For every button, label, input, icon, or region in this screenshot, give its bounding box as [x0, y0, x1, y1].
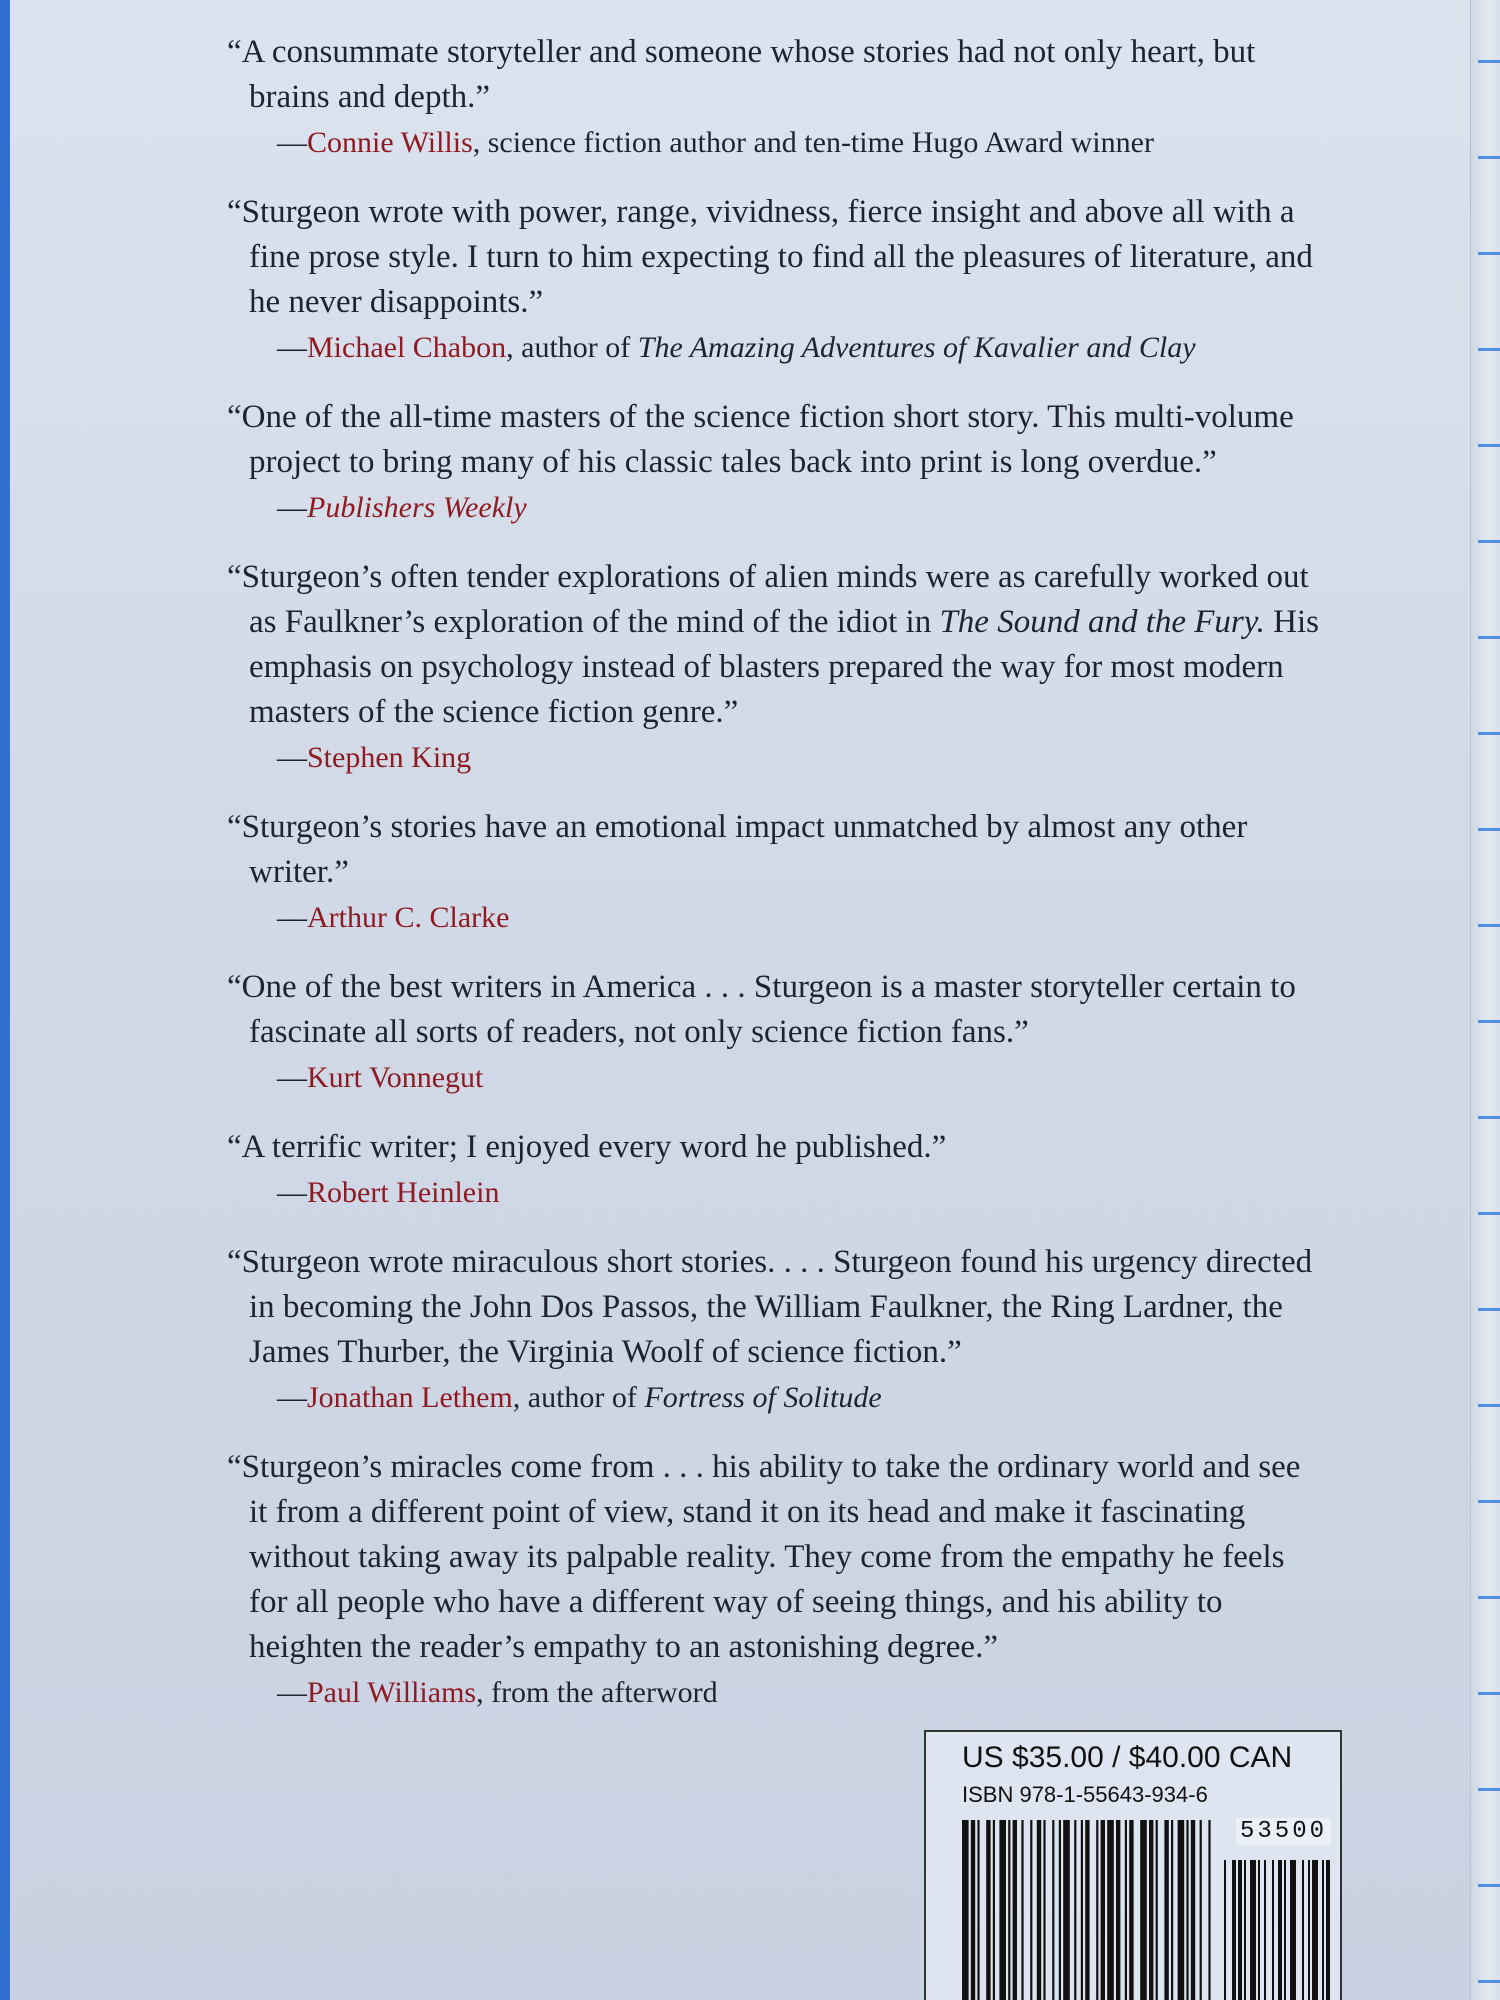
- em-dash: —: [277, 1676, 307, 1709]
- barcode-bar: [1171, 1820, 1173, 2000]
- ruling-tick: [1478, 1020, 1500, 1023]
- barcode-bar: [1085, 1820, 1089, 2000]
- em-dash: —: [277, 1176, 307, 1209]
- barcode-bar: [1264, 1860, 1266, 2000]
- barcode-bar: [1125, 1820, 1127, 2000]
- ruling-tick: [1478, 1500, 1500, 1503]
- blurb-quote: “Sturgeon’s stories have an emotional impact unmatched by almost any other writer.”: [227, 809, 1248, 890]
- blurb-attribution: [205, 327, 1265, 369]
- barcode-bar: [1250, 1860, 1256, 2000]
- barcode-bar: [1074, 1820, 1076, 2000]
- em-dash: —: [277, 1381, 307, 1414]
- author-name: Robert Heinlein: [307, 1176, 500, 1209]
- blurb-jonathan-lethem: [205, 1240, 1355, 1419]
- blurb-attribution: [205, 1377, 1265, 1419]
- barcode-bar: [1156, 1820, 1158, 2000]
- author-name: Jonathan Lethem: [307, 1381, 513, 1414]
- barcode-bar: [1232, 1860, 1236, 2000]
- blurb-attribution: [205, 1672, 1265, 1714]
- barcode-bar: [1302, 1860, 1304, 2000]
- price-barcode-box: [924, 1730, 1342, 2000]
- notebook-ruling: [1470, 0, 1500, 2000]
- author-note: , science fiction author and ten-time Hugo Award winner: [472, 126, 1154, 159]
- barcode-bar: [1052, 1820, 1054, 2000]
- barcode-bar: [1312, 1860, 1318, 2000]
- ruling-tick: [1478, 540, 1500, 543]
- back-cover-blurbs: [205, 30, 1355, 1740]
- em-dash: —: [277, 126, 307, 159]
- ruling-tick: [1478, 1788, 1500, 1791]
- quote-text: His emphasis on psychology instead of blasters prepared the way for most modern masters of the science fiction genre.”: [249, 604, 1319, 730]
- quote-book-title: The Sound and the Fury.: [939, 604, 1265, 640]
- blurb-quote: “A terrific writer; I enjoyed every word he published.”: [227, 1129, 947, 1165]
- left-blue-rule: [0, 0, 10, 2000]
- barcode-bar: [1200, 1820, 1202, 2000]
- barcode-bar: [1308, 1860, 1310, 2000]
- ruling-tick: [1478, 924, 1500, 927]
- author-name: Michael Chabon: [307, 331, 507, 364]
- blurb-arthur-c-clarke: [205, 805, 1355, 939]
- author-name: Connie Willis: [307, 126, 473, 159]
- barcode-bar: [1037, 1820, 1041, 2000]
- ruling-tick: [1478, 1404, 1500, 1407]
- blurb-attribution: [205, 897, 1265, 939]
- blurb-attribution: [205, 737, 1265, 779]
- barcode-bar: [1178, 1820, 1185, 2000]
- barcode-bar: [1238, 1860, 1242, 2000]
- ruling-tick: [1478, 1596, 1500, 1599]
- author-name: Kurt Vonnegut: [307, 1061, 484, 1094]
- ruling-tick: [1478, 732, 1500, 735]
- barcode-bar: [1191, 1820, 1195, 2000]
- barcode-bar: [977, 1820, 979, 2000]
- quote-text: “Sturgeon’s often tender explorations of alien minds were as carefully worked out as Faulkner’s exploration of the mind of the idiot in: [227, 559, 1309, 640]
- ruling-tick: [1478, 348, 1500, 351]
- barcode-bar: [1278, 1860, 1282, 2000]
- barcode-bar: [1021, 1820, 1023, 2000]
- em-dash: —: [277, 901, 307, 934]
- barcode-bar: [1129, 1820, 1133, 2000]
- barcode-bar: [1008, 1820, 1010, 2000]
- em-dash: —: [277, 1061, 307, 1094]
- blurb-michael-chabon: [205, 190, 1355, 369]
- blurb-publishers-weekly: [205, 395, 1355, 529]
- blurb-connie-willis: [205, 30, 1355, 164]
- price-label: US $35.00 / $40.00 CAN: [962, 1741, 1293, 1774]
- barcode-bar: [1326, 1860, 1330, 2000]
- blurb-quote: “Sturgeon wrote miraculous short stories. . . . Sturgeon found his urgency directed in becoming the John Dos Passos, the William Faulkner, the Ring Lardner, the James Thurber, the Virginia Woolf of science fiction.”: [227, 1244, 1313, 1370]
- blurb-attribution: [205, 1057, 1265, 1099]
- barcode-bar: [1208, 1820, 1210, 2000]
- blurb-stephen-king: [205, 555, 1355, 779]
- barcode-bar: [1290, 1860, 1296, 2000]
- em-dash: —: [277, 331, 307, 364]
- barcode-bar: [1013, 1820, 1017, 2000]
- barcode-bar: [1272, 1860, 1274, 2000]
- barcode-bar: [1224, 1860, 1226, 2000]
- em-dash: —: [277, 741, 307, 774]
- barcode-bar: [1284, 1860, 1286, 2000]
- ruling-tick: [1478, 1980, 1500, 1983]
- blurb-kurt-vonnegut: [205, 965, 1355, 1099]
- barcode-bar: [1101, 1820, 1105, 2000]
- barcode-bar: [1140, 1820, 1147, 2000]
- barcode-bar: [1081, 1820, 1083, 2000]
- blurb-attribution: [205, 122, 1265, 164]
- ruling-tick: [1478, 828, 1500, 831]
- barcode-bar: [1030, 1820, 1032, 2000]
- barcode-bar: [993, 1820, 995, 2000]
- blurb-attribution: [205, 1172, 1265, 1214]
- blurb-quote: [205, 555, 1325, 735]
- ruling-tick: [1478, 1884, 1500, 1887]
- barcode-bar: [1059, 1820, 1061, 2000]
- publication-name: Publishers Weekly: [307, 491, 527, 524]
- barcode-bar: [1063, 1820, 1070, 2000]
- book-title: Fortress of Solitude: [644, 1381, 882, 1414]
- barcode-bar: [1107, 1820, 1114, 2000]
- blurb-quote: “A consummate storyteller and someone whose stories had not only heart, but brains and depth.”: [227, 34, 1256, 115]
- barcode-bar: [999, 1820, 1006, 2000]
- ruling-tick: [1478, 1212, 1500, 1215]
- barcode-bar: [1164, 1820, 1168, 2000]
- blurb-quote: “One of the all-time masters of the science fiction short story. This multi-volume project to bring many of his classic tales back into print is long overdue.”: [227, 399, 1294, 480]
- author-note: , author of: [506, 331, 638, 364]
- ruling-tick: [1478, 444, 1500, 447]
- author-name: Paul Williams: [307, 1676, 477, 1709]
- book-title: The Amazing Adventures of Kavalier and Clay: [637, 331, 1196, 364]
- barcode-bar: [1043, 1820, 1045, 2000]
- barcode-icon: [962, 1820, 1332, 2000]
- author-note: , author of: [512, 1381, 645, 1414]
- blurb-attribution: [205, 487, 1265, 529]
- barcode-bar: [1244, 1860, 1246, 2000]
- barcode-bar: [1186, 1820, 1188, 2000]
- blurb-paul-williams: [205, 1445, 1355, 1714]
- ruling-tick: [1478, 1116, 1500, 1119]
- barcode-bar: [1322, 1860, 1324, 2000]
- author-name: Stephen King: [307, 741, 472, 774]
- barcode-bar: [962, 1820, 969, 2000]
- ruling-tick: [1478, 636, 1500, 639]
- blurb-robert-heinlein: [205, 1125, 1355, 1214]
- ruling-tick: [1478, 252, 1500, 255]
- barcode-bar: [1116, 1820, 1120, 2000]
- price-addon-code: 53500: [1236, 1818, 1331, 1845]
- ruling-tick: [1478, 156, 1500, 159]
- ruling-tick: [1478, 1308, 1500, 1311]
- barcode-bar: [1149, 1820, 1153, 2000]
- author-note: , from the afterword: [476, 1676, 718, 1709]
- em-dash: —: [277, 491, 307, 524]
- ruling-tick: [1478, 60, 1500, 63]
- barcode-bar: [1258, 1860, 1260, 2000]
- blurb-quote: “Sturgeon’s miracles come from . . . his ability to take the ordinary world and see it from a different point of view, stand it on its head and make it fascinating without taking away its palpable reality. They come from the empathy he feels for all people who have a different way of seeing things, and his ability to heighten the reader’s empathy to an astonishing degree.”: [227, 1449, 1301, 1665]
- author-name: Arthur C. Clarke: [307, 901, 510, 934]
- blurb-quote: “One of the best writers in America . . . Sturgeon is a master storyteller certain to fascinate all sorts of readers, not only science fiction fans.”: [227, 969, 1296, 1050]
- barcode-bar: [971, 1820, 975, 2000]
- ruling-tick: [1478, 1692, 1500, 1695]
- isbn-label: ISBN 978-1-55643-934-6: [962, 1782, 1208, 1807]
- barcode-bar: [986, 1820, 990, 2000]
- blurb-quote: “Sturgeon wrote with power, range, vividness, fierce insight and above all with a fine prose style. I turn to him expecting to find all the pleasures of literature, and he never disappoints.”: [227, 194, 1313, 320]
- barcode-bar: [1096, 1820, 1098, 2000]
